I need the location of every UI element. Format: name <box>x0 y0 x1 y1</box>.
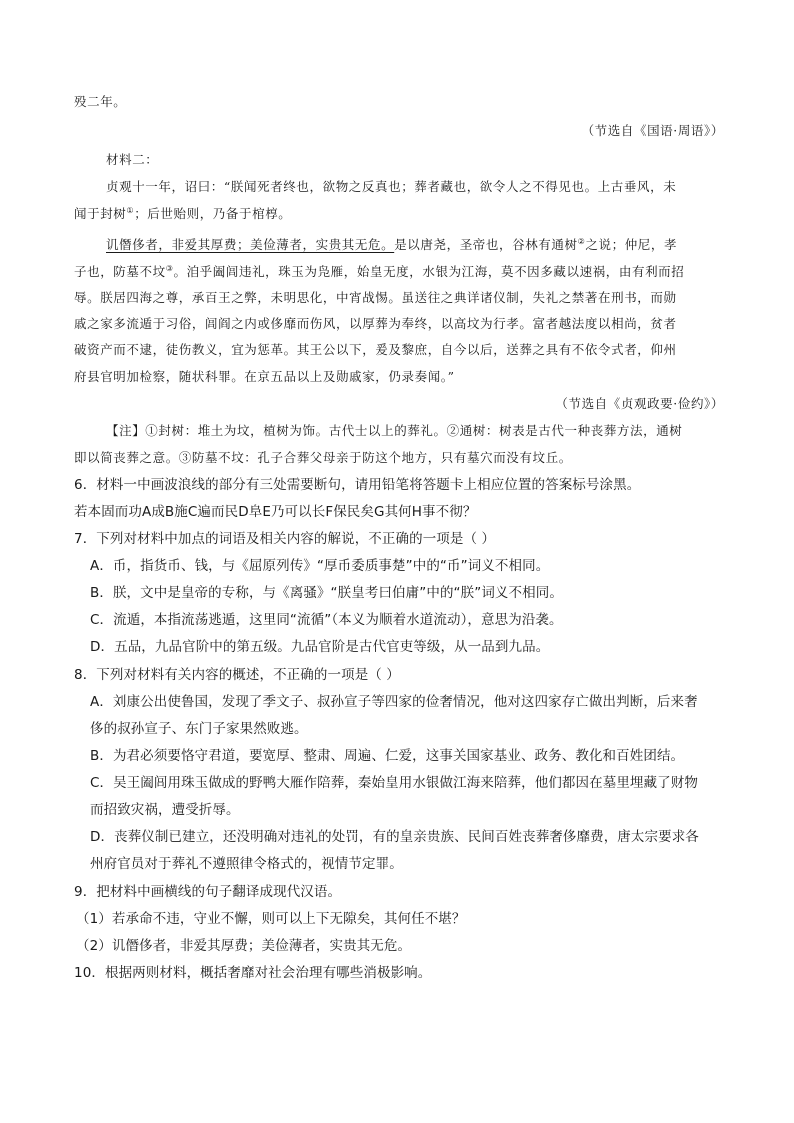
source-citation: （节选自《贞观政要·俭约》） <box>555 396 724 411</box>
question-9-part-2: （2）讥僭侈者，非爱其厚费；美俭薄者，实贵其无危。 <box>76 938 412 954</box>
question-7: 7．下列对材料中加点的词语及相关内容的解说，不正确的一项是（ ） <box>74 531 496 547</box>
text-line: 殁二年。 <box>74 94 127 109</box>
passage-line: 辱。朕居四海之尊，承百王之弊，未明思化，中宵战惕。虽送往之典详诸仪制，失礼之禁著在刑书，而勋 <box>74 290 677 305</box>
option-d: D．丧葬仪制已建立，还没明确对违礼的处罚，有的皇亲贵族、民间百姓丧葬奢侈靡费，唐太宗要求各 <box>90 829 699 845</box>
option-b: B．为君必须要恪守君道，要宽厚、整肃、周遍、仁爱，这事关国家基业、政务、教化和百姓团结。 <box>90 748 685 764</box>
passage-line: 讥僭侈者，非爱其厚费；美俭薄者，实贵其无危。是以唐尧，圣帝也，谷林有通树②之说；仲尼，孝 <box>106 237 678 252</box>
source-citation: （节选自《国语·周语》） <box>581 123 724 138</box>
question-6: 6．材料一中画波浪线的部分有三处需要断句，请用铅笔将答题卡上相应位置的答案标号涂黑。 <box>74 477 641 493</box>
passage-line: 闻于封树①；后世贻则，乃备于棺椁。 <box>74 206 292 221</box>
question-9-part-1: （1）若承命不违，守业不懈，则可以上下无隙矣，其何任不堪？ <box>76 911 466 927</box>
passage-line: 府县官明加检察，随状科罪。在京五品以上及勋戚家，仍录奏闻。” <box>74 369 455 384</box>
option-d: D．五品，九品官阶中的第五级。九品官阶是古代官吏等级，从一品到九品。 <box>90 639 550 655</box>
underlined-sentence: 讥僭侈者，非爱其厚费；美俭薄者，实贵其无危。 <box>106 237 395 252</box>
footnote-marker: ③ <box>165 264 174 273</box>
question-6-sentence: 若本固而功A成B施C遍而民D阜E乃可以长F保民矣G其何H事不彻？ <box>74 504 477 520</box>
option-a-continued: 侈的叔孙宣子、东门子家果然败逃。 <box>90 721 308 737</box>
footnote-marker: ② <box>577 237 586 246</box>
passage-line: 子也，防墓不坟③。洎乎阖闾违礼，珠玉为凫雁，始皇无度，水银为江海，莫不因多藏以速祸，由有利而招 <box>74 264 685 279</box>
material-heading: 材料二： <box>106 152 159 167</box>
option-c: C．吴王阖闾用珠玉做成的野鸭大雁作陪葬，秦始皇用水银做江海来陪葬，他们都因在墓里埋藏了财物 <box>90 775 698 791</box>
question-8: 8．下列对材料有关内容的概述，不正确的一项是（ ） <box>74 667 400 683</box>
footnote-marker: ① <box>126 206 135 215</box>
passage-line: 戚之家多流遁于习俗，闾阎之内或侈靡而伤风，以厚葬为奉终，以高坟为行孝。富者越法度以相尚，贫者 <box>74 316 677 331</box>
option-b: B．朕，文中是皇帝的专称，与《离骚》“朕皇考曰伯庸”中的“朕”词义不相同。 <box>90 585 563 601</box>
passage-line: 破资产而不逮，徒伤教义，宜为惩革。其王公以下，爰及黎庶，自今以后，送葬之具有不依令式者，仰州 <box>74 342 677 357</box>
footnote: 【注】①封树：堆土为坟，植树为饰。古代士以上的葬礼。②通树：树表是古代一种丧葬方法，通树 <box>106 423 683 438</box>
option-a: A．币，指货币、钱，与《屈原列传》“厚币委质事楚”中的“币”词义不相同。 <box>90 558 550 574</box>
option-a: A．刘康公出使鲁国，发现了季文子、叔孙宣子等四家的俭奢情况，他对这四家存亡做出判断，后来奢 <box>90 694 698 710</box>
question-10: 10．根据两则材料，概括奢靡对社会治理有哪些消极影响。 <box>74 965 432 981</box>
option-d-continued: 州府官员对于葬礼不遵照律令格式的，视情节定罪。 <box>90 856 403 872</box>
option-c-continued: 而招致灾祸，遭受折辱。 <box>90 802 240 818</box>
passage-line: 贞观十一年，诏曰：“朕闻死者终也，欲物之反真也；葬者藏也，欲令人之不得见也。上古垂风，未 <box>106 179 677 194</box>
option-c: C．流遁，本指流荡逃遁，这里同“流循”（本义为顺着水道流动），意思为沿袭。 <box>90 612 563 628</box>
question-9: 9．把材料中画横线的句子翻译成现代汉语。 <box>74 884 342 900</box>
footnote: 即以简丧葬之意。③防墓不坟：孔子合葬父母亲于防这个地方，只有墓穴而没有坟丘。 <box>74 450 572 465</box>
